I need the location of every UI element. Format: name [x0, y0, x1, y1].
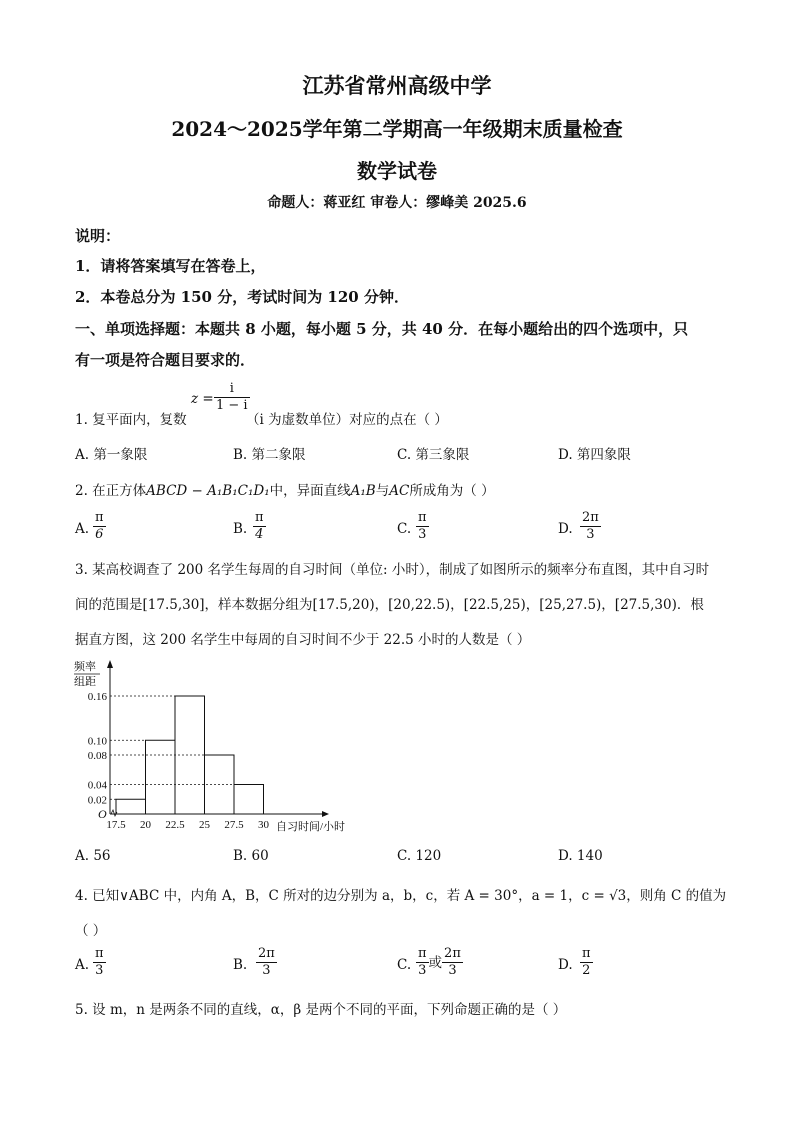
q4-b-num: 2π: [258, 946, 275, 961]
q2-option-d: [580, 510, 601, 543]
subject-title: 数学试卷: [357, 159, 437, 183]
q2-option-a-letter: A.: [75, 521, 90, 537]
q1-denominator: 1 − i: [216, 398, 248, 413]
q4-c1-den: 3: [418, 963, 427, 978]
authors-line: 命题人：蒋亚红 审卷人：缪峰美 2025.6: [267, 195, 527, 211]
q1-option-a: A. 第一象限: [75, 447, 148, 463]
q1-fraction: [214, 381, 250, 414]
q2-option-c: [416, 510, 429, 543]
y-label-bottom: 组距: [74, 676, 96, 688]
q2-line-a1b: A₁B: [350, 483, 376, 499]
q2-line: [75, 479, 495, 499]
q4-line-1: 4. 已知∨ABC 中，内角 A，B，C 所对的边分别为 a，b，c，若 A = 30°，a = 1，c = √3，则角 C 的值为: [75, 888, 727, 904]
q4-option-b-letter: B.: [233, 957, 248, 973]
q2-a-num: π: [95, 510, 104, 525]
q4-option-b: [256, 946, 277, 979]
q4-c1-num: π: [418, 946, 427, 961]
x-tick-label: 22.5: [165, 819, 185, 831]
y-tick-label: 0.16: [87, 691, 107, 703]
q2-line-ac: AC: [389, 483, 410, 499]
q2-c-den: 3: [418, 527, 427, 542]
histogram-bar: [146, 740, 176, 814]
q3-line-2: 间的范围是[17.5,30]，样本数据分组为[17.5,20)，[20,22.5)，[22.5,25)，[25,27.5)，[27.5,30)．根: [75, 597, 704, 613]
q2-cube: ABCD − A₁B₁C₁D₁: [146, 483, 270, 499]
x-axis-label: 自习时间/小时: [276, 821, 346, 833]
origin-label: O: [98, 807, 107, 821]
q4-option-a-letter: A.: [75, 957, 90, 973]
notes-item-1: 1．请将答案填写在答卷上，: [75, 257, 266, 275]
q3-line-1: 3. 某高校调查了 200 名学生每周的自习时间（单位: 小时），制成了如图所示的频率分布直图，其中自习时: [75, 562, 710, 578]
q4-option-c-letter: C.: [397, 957, 412, 973]
q2-option-a: [93, 510, 106, 543]
q4-d-den: 2: [582, 963, 591, 978]
exam-title: 2024～2025学年第二学期高一年级期末质量检查: [171, 117, 623, 141]
school-name: 江苏省常州高级中学: [302, 73, 492, 98]
q3-option-c: C. 120: [397, 848, 442, 864]
notes-item-2: 2．本卷总分为 150 分，考试时间为 120 分钟．: [75, 288, 409, 306]
y-tick-label: 0.10: [87, 735, 107, 748]
q2-b-den: 4: [255, 527, 264, 542]
q4-option-d-letter: D.: [558, 957, 573, 973]
q2-option-d-letter: D.: [558, 521, 573, 537]
q1-numerator: i: [214, 381, 250, 398]
q1-z-equals: z =: [191, 391, 214, 407]
q1-suffix: （i 为虚数单位）对应的点在（ ）: [246, 412, 448, 428]
q4-option-a: [93, 946, 106, 979]
q1-option-d: D. 第四象限: [558, 447, 631, 463]
section-1-line-2: 有一项是符合题目要求的．: [75, 351, 256, 369]
q1-prefix: 1. 复平面内，复数: [75, 412, 187, 428]
q2-suffix: 所成角为（ ）: [409, 483, 495, 499]
q2-a-den: 6: [95, 527, 104, 542]
y-label-top: 频率: [74, 661, 96, 673]
q4-option-d: [580, 946, 593, 979]
q3-option-a: A. 56: [75, 848, 111, 864]
q2-d-den: 3: [586, 527, 595, 542]
q2-b-num: π: [255, 510, 264, 525]
x-tick-label: 27.5: [224, 819, 244, 831]
y-tick-label: 0.02: [87, 794, 107, 807]
q3-option-b: B. 60: [233, 848, 269, 864]
q4-a-den: 3: [95, 963, 104, 978]
q4-b-den: 3: [262, 963, 271, 978]
y-tick-label: 0.04: [87, 779, 107, 792]
y-axis-arrow: [107, 660, 113, 668]
q2-prefix: 2. 在正方体: [75, 483, 147, 499]
x-axis-arrow: [322, 811, 329, 817]
histogram-bar: [234, 785, 264, 815]
x-tick-label: 20: [140, 819, 151, 831]
q1-option-c: C. 第三象限: [397, 447, 470, 463]
q4-c-or: 或: [428, 955, 443, 971]
q4-option-c: [416, 946, 463, 979]
q5-line-1: 5. 设 m，n 是两条不同的直线，α，β 是两个不同的平面，下列命题正确的是（ ）: [75, 1002, 567, 1018]
q1-option-b: B. 第二象限: [233, 447, 306, 463]
q2-option-b-letter: B.: [233, 521, 248, 537]
histogram-bar: [116, 799, 146, 814]
q2-d-num: 2π: [582, 510, 599, 525]
q2-option-c-letter: C.: [397, 521, 412, 537]
q3-line-3: 据直方图，这 200 名学生中每周的自习时间不少于 22.5 小时的人数是（ ）: [75, 632, 531, 648]
q4-line-2: （ ）: [75, 923, 107, 939]
x-tick-label: 25: [199, 819, 210, 831]
histogram-chart: [70, 656, 370, 838]
x-tick-label: 17.5: [106, 819, 126, 831]
q4-c2-den: 3: [448, 963, 457, 978]
q4-c2-num: 2π: [444, 946, 461, 961]
q4-d-num: π: [582, 946, 591, 961]
y-tick-label: 0.08: [87, 750, 107, 762]
q2-option-b: [253, 510, 266, 543]
q2-mid: 中，异面直线: [269, 483, 351, 499]
q2-and: 与: [375, 483, 390, 499]
notes-heading: 说明：: [75, 227, 121, 245]
q3-option-d: D. 140: [558, 848, 603, 864]
section-1-line-1: 一、单项选择题：本题共 8 小题，每小题 5 分，共 40 分．在每小题给出的四个选项中，只: [75, 320, 689, 338]
q2-c-num: π: [418, 510, 427, 525]
q4-a-num: π: [95, 946, 104, 961]
x-tick-label: 30: [258, 819, 269, 831]
